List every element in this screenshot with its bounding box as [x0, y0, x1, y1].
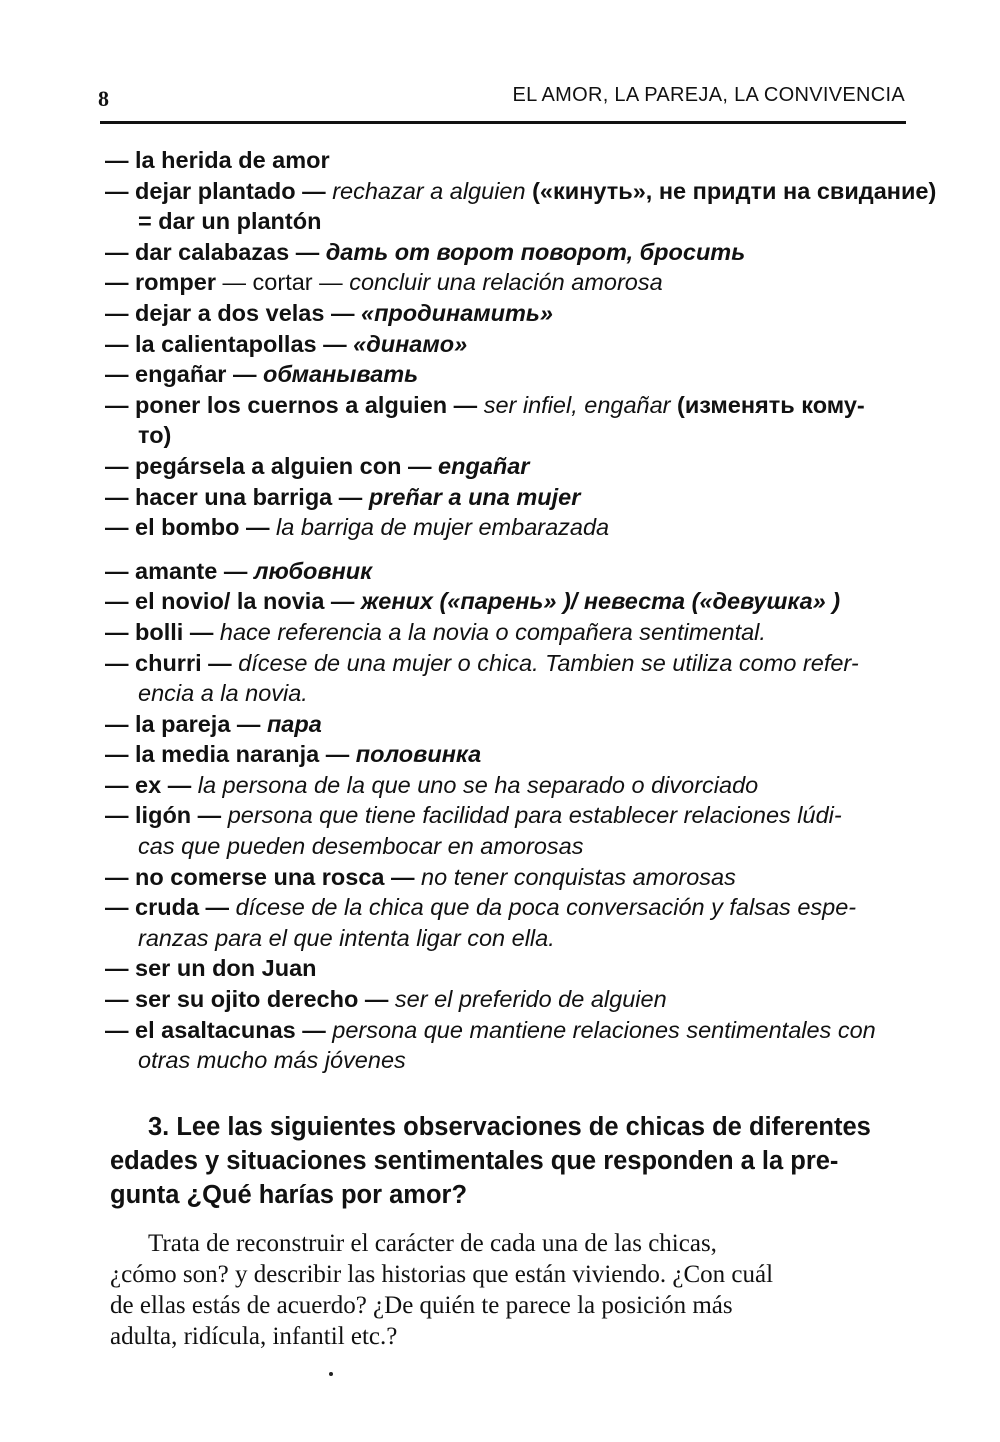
glossary-entry [105, 770, 920, 801]
glossary-entry [105, 267, 920, 298]
entry-term: — cortar — [216, 269, 350, 296]
entry-term: — la pareja — [105, 710, 267, 737]
entry-line [105, 648, 920, 679]
glossary-entry [105, 451, 920, 482]
entry-term: — romper [105, 269, 216, 296]
entry-term: — amante — [105, 557, 254, 584]
entry-definition: обманывать [263, 361, 419, 388]
entry-line [105, 586, 920, 617]
glossary-entry [105, 359, 920, 390]
glossary-entry [105, 648, 920, 709]
entry-line [105, 329, 920, 360]
header-rule [100, 121, 906, 124]
entry-line [105, 145, 920, 176]
entry-definition: дать от ворот поворот, бросить [325, 238, 746, 265]
glossary-entry [105, 145, 920, 176]
glossary-entry [105, 512, 920, 543]
entry-line [105, 390, 920, 421]
entry-term: — ser su ojito derecho — [105, 986, 395, 1013]
exercise-heading [110, 1110, 920, 1212]
entry-line [105, 739, 920, 770]
entry-term: — poner los cuernos a alguien — [105, 391, 484, 418]
entry-term: — cruda — [105, 894, 236, 921]
entry-term: — engañar — [105, 361, 264, 388]
entry-term: («кинуть», не придти на свидание) [532, 177, 937, 204]
glossary-entry [105, 739, 920, 770]
entry-definition: любовник [253, 557, 373, 584]
paragraph-line: de ellas estás de acuerdo? ¿De quién te parece la posición más [110, 1292, 733, 1319]
entry-definition: dícese de una mujer o chica. Tambien se utiliza como refer- [238, 649, 859, 676]
entry-line [105, 1045, 920, 1076]
entry-definition: rechazar a alguien [332, 177, 533, 204]
heading-line: 3. Lee las siguientes observaciones de chicas de diferentes [148, 1113, 871, 1141]
entry-definition: dícese de la chica que da poca conversación y falsas espe- [235, 894, 857, 921]
entry-term: — el asaltacunas — [105, 1016, 333, 1043]
entry-line [105, 709, 920, 740]
entry-definition: no tener conquistas amorosas [421, 863, 736, 890]
entry-definition: ser el preferido de alguien [394, 986, 667, 1013]
glossary-entry [105, 1015, 920, 1076]
glossary-entry [105, 482, 920, 513]
entry-line [105, 800, 920, 831]
entry-term: — el novio/ la novia — [105, 588, 361, 615]
entry-term: — el bombo — [105, 514, 277, 541]
entry-line [105, 451, 920, 482]
entry-definition: пара [266, 710, 322, 737]
entry-line [105, 678, 920, 709]
entry-line [105, 770, 920, 801]
entry-line [105, 892, 920, 923]
entry-line [105, 923, 920, 954]
entry-line [105, 862, 920, 893]
entry-definition: preñar a una mujer [368, 483, 581, 510]
running-title: EL AMOR, LA PAREJA, LA CONVIVENCIA [512, 84, 905, 106]
entry-term: — ligón — [105, 802, 228, 829]
paragraph-line: adulta, ridícula, infantil etc.? [110, 1323, 398, 1350]
entry-term: — hacer una barriga — [105, 483, 369, 510]
entry-definition: cas que pueden desembocar en amorosas [138, 833, 584, 860]
paragraph-line: ¿cómo son? y describir las historias que están viviendo. ¿Con cuál [110, 1261, 774, 1288]
glossary-entry [105, 176, 937, 237]
glossary-entry [105, 953, 920, 984]
glossary-entry [105, 329, 920, 360]
entry-term: — dejar a dos velas — [105, 299, 361, 326]
scan-speck [329, 1372, 333, 1376]
page-number: 8 [98, 86, 109, 111]
entry-term: — ser un don Juan [105, 955, 317, 982]
glossary-entry [105, 586, 920, 617]
entry-term: — la calientapollas — [105, 330, 354, 357]
entry-term: — pegársela a alguien con — [105, 452, 439, 479]
glossary-entry [105, 390, 920, 451]
entry-line [105, 617, 920, 648]
paragraph-line: Trata de reconstruir el carácter de cada una de las chicas, [148, 1230, 717, 1257]
glossary-entry [105, 237, 920, 268]
entry-definition: жених («парень» )/ невеста («девушка» ) [360, 588, 841, 615]
entry-definition: encia a la novia. [138, 680, 308, 707]
entry-term: — dejar plantado — [105, 177, 333, 204]
glossary-entry [105, 617, 920, 648]
entry-term: — bolli — [105, 618, 220, 645]
glossary-list [105, 145, 937, 1076]
entry-line [105, 512, 920, 543]
entry-definition: «динамо» [353, 330, 468, 357]
entry-term: — ex — [105, 771, 198, 798]
entry-definition: persona que mantiene relaciones sentimentales con [332, 1016, 876, 1043]
entry-term: то) [138, 422, 172, 449]
glossary-entry [105, 984, 920, 1015]
heading-line: edades y situaciones sentimentales que responden a la pre- [110, 1147, 839, 1175]
entry-definition: otras mucho más jóvenes [138, 1047, 406, 1074]
entry-line [105, 831, 920, 862]
entry-definition: hace referencia a la novia o compañera sentimental. [219, 618, 766, 645]
entry-definition: la barriga de mujer embarazada [276, 514, 610, 541]
entry-line [105, 953, 920, 984]
entry-definition: ranzas para el que intenta ligar con ella. [138, 924, 555, 951]
glossary-entry [105, 298, 920, 329]
heading-line: gunta ¿Qué harías por amor? [110, 1181, 468, 1209]
entry-definition: concluir una relación amorosa [349, 269, 663, 296]
entry-definition: la persona de la que uno se ha separado o divorciado [197, 771, 759, 798]
entry-term: — la herida de amor [105, 147, 330, 173]
entry-line [105, 237, 920, 268]
entry-line [105, 267, 920, 298]
entry-line [105, 176, 937, 207]
entry-definition: половинка [355, 741, 482, 768]
entry-line [105, 206, 920, 237]
entry-definition: persona que tiene facilidad para establecer relaciones lúdi- [227, 802, 842, 829]
entry-definition: engañar [438, 452, 530, 479]
entry-term: = dar un plantón [138, 208, 322, 235]
glossary-entry [105, 556, 920, 587]
entry-line [105, 359, 920, 390]
entry-term: (изменять кому- [677, 391, 865, 418]
entry-line [105, 984, 920, 1015]
glossary-entry [105, 709, 920, 740]
entry-definition: ser infiel, engañar [483, 391, 678, 418]
entry-term: — no comerse una rosca — [105, 863, 422, 890]
entry-line [105, 420, 920, 451]
glossary-entry [105, 800, 920, 861]
glossary-entry [105, 862, 920, 893]
entry-definition: «продинамить» [361, 299, 553, 326]
entry-line [105, 556, 920, 587]
entry-term: — dar calabazas — [105, 238, 326, 265]
entry-line [105, 482, 920, 513]
exercise-instructions [110, 1228, 920, 1352]
entry-term: — churri — [105, 649, 239, 676]
entry-term: — la media naranja — [105, 741, 356, 768]
entry-line [105, 1015, 920, 1046]
glossary-entry [105, 892, 920, 953]
entry-line [105, 298, 920, 329]
